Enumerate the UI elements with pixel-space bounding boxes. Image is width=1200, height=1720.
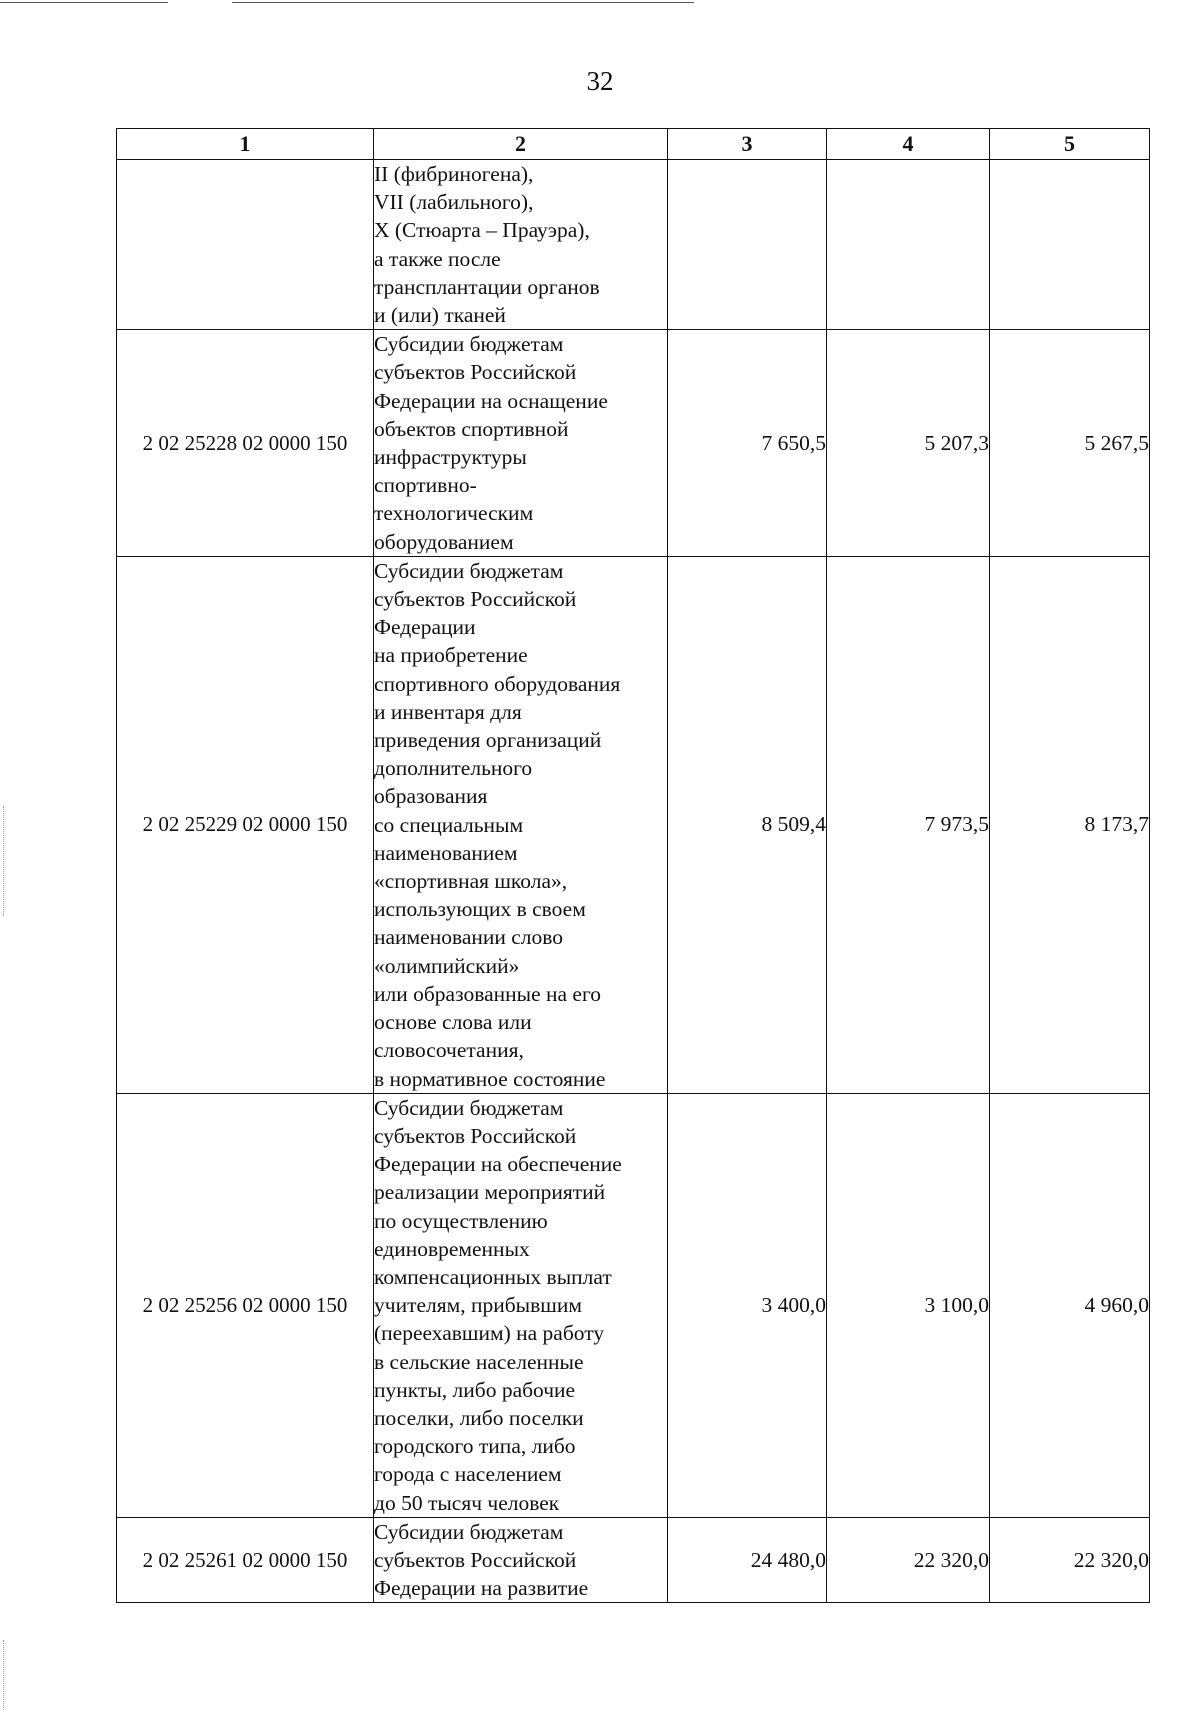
description-line: «олимпийский» xyxy=(374,953,520,978)
description-line: и (или) тканей xyxy=(374,303,506,328)
budget-code-cell: 2 02 25261 02 0000 150 xyxy=(117,1517,374,1603)
description-line: «спортивная школа», xyxy=(374,869,568,894)
description-line: объектов спортивной xyxy=(374,416,569,441)
margin-scan-mark xyxy=(3,1640,4,1710)
description-line: компенсационных выплат xyxy=(374,1264,612,1289)
top-edge-rule-right xyxy=(232,2,694,3)
amount-col5-cell: 8 173,7 xyxy=(990,556,1150,1093)
description-line: Федерации на обеспечение xyxy=(374,1152,622,1177)
description-line: инфраструктуры xyxy=(374,445,527,470)
description-cell xyxy=(374,1093,668,1517)
description-line: спортивно- xyxy=(374,473,477,498)
description-line: X (Стюарта – Прауэра), xyxy=(374,218,590,243)
amount-col3-cell: 3 400,0 xyxy=(668,1093,827,1517)
description-line: поселки, либо поселки xyxy=(374,1405,584,1430)
description-line: основе слова или xyxy=(374,1010,532,1035)
column-header-2: 2 xyxy=(374,129,668,160)
top-edge-rule-left xyxy=(0,2,168,3)
table-header-row xyxy=(117,129,1150,160)
amount-col4-cell: 5 207,3 xyxy=(827,330,990,557)
description-line: Субсидии бюджетам xyxy=(374,558,564,583)
description-line: дополнительного xyxy=(374,756,533,781)
description-line: оборудованием xyxy=(374,529,514,554)
amount-col5-cell: 22 320,0 xyxy=(990,1517,1150,1603)
description-line: в нормативное состояние xyxy=(374,1066,606,1091)
description-line: использующих в своем xyxy=(374,897,586,922)
table-row xyxy=(117,1093,1150,1517)
description-line: субъектов Российской xyxy=(374,1547,577,1572)
description-line: (переехавшим) на работу xyxy=(374,1321,605,1346)
table-row xyxy=(117,556,1150,1093)
amount-col3-cell xyxy=(668,160,827,330)
amount-col4-cell: 22 320,0 xyxy=(827,1517,990,1603)
description-line: реализации мероприятий xyxy=(374,1180,606,1205)
budget-code-cell: 2 02 25228 02 0000 150 xyxy=(117,330,374,557)
description-line: Субсидии бюджетам xyxy=(374,1519,564,1544)
amount-col4-cell xyxy=(827,160,990,330)
description-line: а также после xyxy=(374,246,501,271)
description-line: на приобретение xyxy=(374,643,528,668)
table-row xyxy=(117,160,1150,330)
description-cell xyxy=(374,556,668,1093)
description-line: города с населением xyxy=(374,1462,562,1487)
description-line: до 50 тысяч человек xyxy=(374,1490,560,1515)
amount-col5-cell: 5 267,5 xyxy=(990,330,1150,557)
column-header-3: 3 xyxy=(668,129,827,160)
page-number: 32 xyxy=(586,66,614,96)
column-header-4: 4 xyxy=(827,129,990,160)
amount-col4-cell: 3 100,0 xyxy=(827,1093,990,1517)
budget-code-cell xyxy=(117,160,374,330)
description-line: по осуществлению xyxy=(374,1208,548,1233)
description-line: Федерации xyxy=(374,615,476,640)
amount-col3-cell: 24 480,0 xyxy=(668,1517,827,1603)
description-line: Субсидии бюджетам xyxy=(374,1095,564,1120)
description-line: наименовании слово xyxy=(374,925,564,950)
amount-col3-cell: 7 650,5 xyxy=(668,330,827,557)
description-line: трансплантации органов xyxy=(374,274,600,299)
amount-col5-cell xyxy=(990,160,1150,330)
description-cell xyxy=(374,160,668,330)
amount-col3-cell: 8 509,4 xyxy=(668,556,827,1093)
description-line: учителям, прибывшим xyxy=(374,1293,582,1318)
description-cell xyxy=(374,1517,668,1603)
description-line: Федерации на оснащение xyxy=(374,388,608,413)
description-line: приведения организаций xyxy=(374,728,602,753)
table-row xyxy=(117,1517,1150,1603)
description-line: единовременных xyxy=(374,1236,530,1261)
description-line: словосочетания, xyxy=(374,1038,524,1063)
amount-col4-cell: 7 973,5 xyxy=(827,556,990,1093)
description-line: наименованием xyxy=(374,840,518,865)
description-line: технологическим xyxy=(374,501,534,526)
description-line: субъектов Российской xyxy=(374,587,577,612)
budget-code-cell: 2 02 25229 02 0000 150 xyxy=(117,556,374,1093)
description-line: в сельские населенные xyxy=(374,1349,584,1374)
budget-code-cell: 2 02 25256 02 0000 150 xyxy=(117,1093,374,1517)
amount-col5-cell: 4 960,0 xyxy=(990,1093,1150,1517)
description-line: или образованные на его xyxy=(374,981,601,1006)
description-line: пункты, либо рабочие xyxy=(374,1377,576,1402)
description-line: городского типа, либо xyxy=(374,1434,576,1459)
margin-scan-mark xyxy=(3,806,4,916)
description-line: образования xyxy=(374,784,488,809)
column-header-1: 1 xyxy=(117,129,374,160)
description-cell xyxy=(374,330,668,557)
table-row xyxy=(117,330,1150,557)
column-header-5: 5 xyxy=(990,129,1150,160)
description-line: II (фибриногена), xyxy=(374,162,534,186)
description-line: Федерации на развитие xyxy=(374,1576,589,1601)
description-line: субъектов Российской xyxy=(374,360,577,385)
description-line: субъектов Российской xyxy=(374,1123,577,1148)
budget-table xyxy=(116,128,1150,1603)
description-line: VII (лабильного), xyxy=(374,190,534,215)
description-line: и инвентаря для xyxy=(374,699,522,724)
description-line: со специальным xyxy=(374,812,524,837)
description-line: спортивного оборудования xyxy=(374,671,621,696)
description-line: Субсидии бюджетам xyxy=(374,332,564,357)
